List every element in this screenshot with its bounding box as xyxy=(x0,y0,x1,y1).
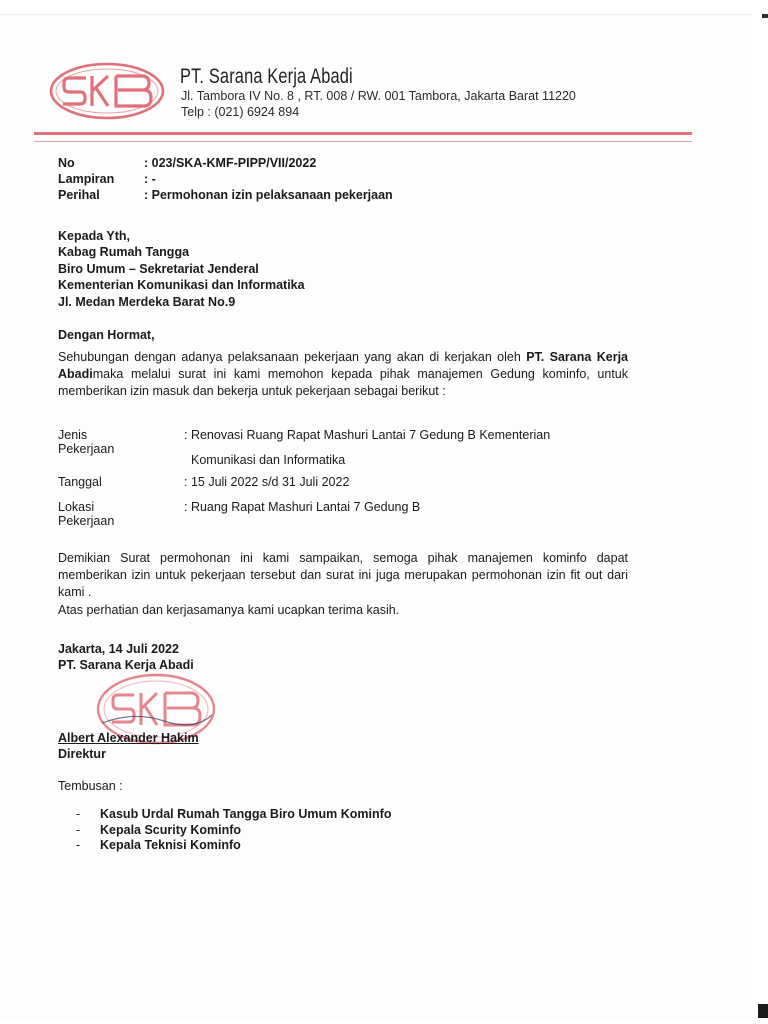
list-dash: - xyxy=(76,822,81,837)
scan-edge-mark xyxy=(758,1004,768,1018)
signer-name: Albert Alexander Hakim xyxy=(58,731,199,745)
body-paragraph-closing: Demikian Surat permohonan ini kami sampaikan, semoga pihak manajemen kominfo dapat memberikan izin untuk pekerjaan tersebut dan surat ini juga merupakan permohonan izin fit out dari kami . xyxy=(58,551,628,600)
cc-item-text: Kepala Teknisi Kominfo xyxy=(100,838,241,852)
detail-label: Lokasi Pekerjaan xyxy=(58,500,115,528)
detail-value-cont: Komunikasi dan Informatika xyxy=(191,453,346,467)
body-paragraph-intro xyxy=(58,349,628,401)
detail-value: : 15 Juli 2022 s/d 31 Juli 2022 xyxy=(184,475,350,489)
detail-label: Tanggal xyxy=(58,475,102,489)
recipient-line: Jl. Medan Merdeka Barat No.9 xyxy=(58,294,236,309)
scan-margin xyxy=(754,0,768,1024)
meta-label: Perihal xyxy=(58,188,100,202)
recipient-line: Biro Umum – Sekretariat Jenderal xyxy=(58,261,259,276)
recipient-block xyxy=(58,228,305,310)
detail-value: : Renovasi Ruang Rapat Mashuri Lantai 7 Gedung B Kementerian xyxy=(184,428,551,442)
intro-text-cont: maka melalui surat ini kami memohon kepada pihak manajemen Gedung kominfo, untuk memberikan izin masuk dan bekerja untuk pekerjaan sebagai berikut : xyxy=(58,367,628,399)
signature-company: PT. Sarana Kerja Abadi xyxy=(58,658,194,672)
greeting: Dengan Hormat, xyxy=(58,328,155,342)
cc-item-text: Kepala Scurity Kominfo xyxy=(100,822,241,837)
meta-value: : Permohonan izin pelaksanaan pekerjaan xyxy=(144,188,393,202)
signer-title: Direktur xyxy=(58,747,106,761)
list-dash: - xyxy=(76,807,81,821)
list-item xyxy=(76,807,391,823)
meta-label: No xyxy=(58,156,75,170)
body-paragraph-thanks: Atas perhatian dan kerjasamanya kami ucapkan terima kasih. xyxy=(58,603,400,617)
cc-item-text: Kasub Urdal Rumah Tangga Biro Umum Kominfo xyxy=(100,807,392,821)
list-item xyxy=(76,823,391,839)
detail-value: : Ruang Rapat Mashuri Lantai 7 Gedung B xyxy=(184,500,421,514)
list-dash: - xyxy=(76,838,81,852)
company-logo xyxy=(48,61,166,121)
cc-title: Tembusan : xyxy=(58,779,123,793)
company-address: Jl. Tambora IV No. 8 , RT. 008 / RW. 001 Tambora, Jakarta Barat 11220 xyxy=(181,89,576,103)
letterhead-divider xyxy=(34,132,692,135)
intro-text: Sehubungan dengan adanya pelaksanaan pekerjaan yang akan di kerjakan oleh xyxy=(58,350,527,364)
scan-edge-mark xyxy=(762,14,768,18)
recipient-line: Kementerian Komunikasi dan Informatika xyxy=(58,278,305,293)
letterhead-divider-thin xyxy=(34,141,692,142)
list-item xyxy=(76,838,391,854)
cc-list xyxy=(76,807,391,854)
detail-label: Jenis Pekerjaan xyxy=(58,428,115,456)
company-phone: Telp : (021) 6924 894 xyxy=(181,105,300,119)
meta-label: Lampiran xyxy=(58,172,115,186)
meta-value: : 023/SKA-KMF-PIPP/VII/2022 xyxy=(144,156,317,170)
company-name: PT. Sarana Kerja Abadi xyxy=(180,65,353,88)
recipient-line: Kepada Yth, xyxy=(58,229,131,243)
intro-company-name: PT. Sarana Kerja Abadi xyxy=(58,350,628,382)
meta-value: : - xyxy=(144,172,156,186)
letter-page xyxy=(0,14,752,1019)
place-date: Jakarta, 14 Juli 2022 xyxy=(58,642,179,656)
signature-place-date xyxy=(58,641,194,673)
recipient-line: Kabag Rumah Tangga xyxy=(58,245,190,260)
